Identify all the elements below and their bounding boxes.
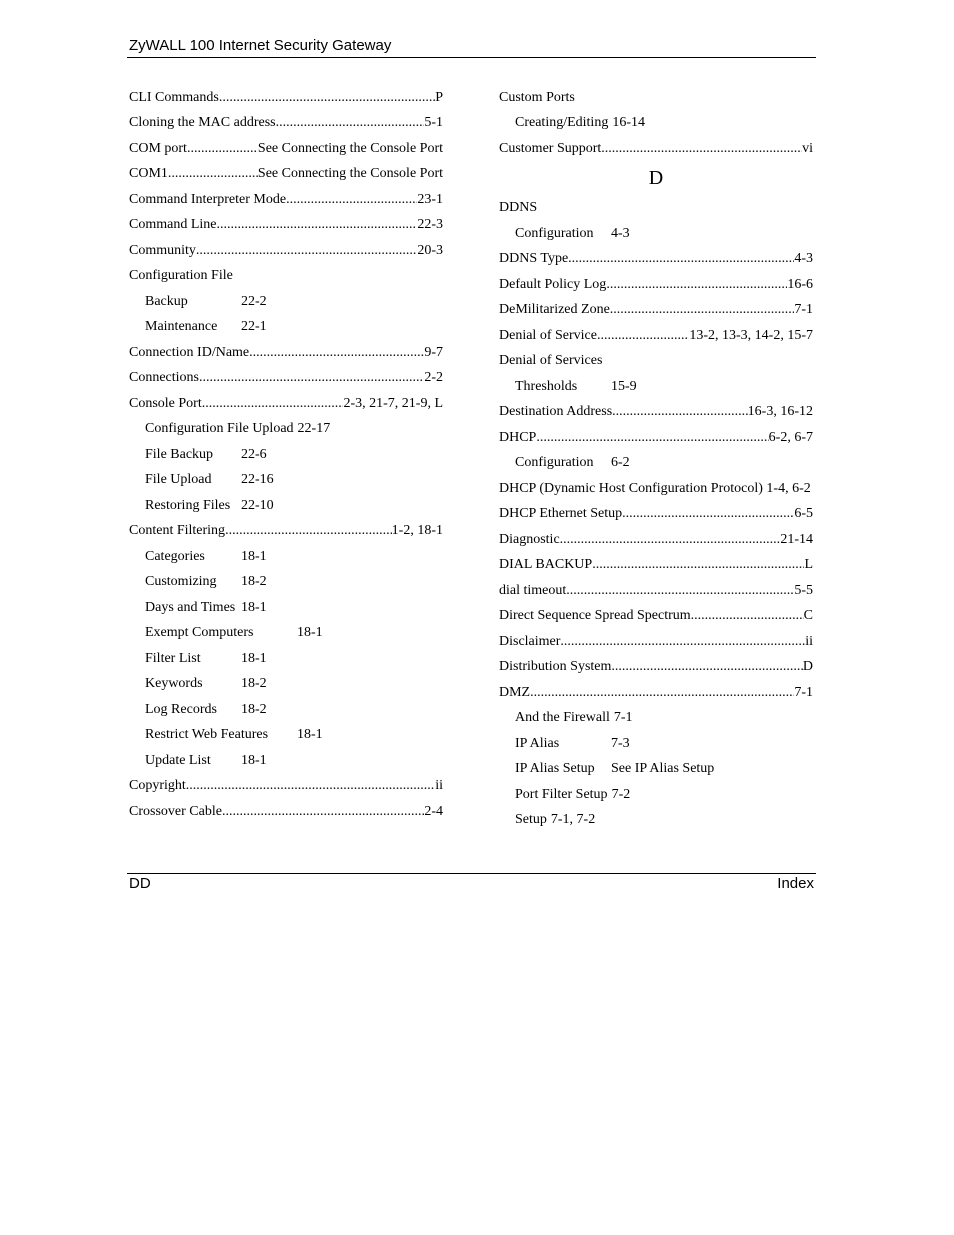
index-entry (499, 400, 813, 426)
index-entry (499, 629, 813, 655)
index-subterm: Exempt Computers (145, 625, 254, 641)
index-subterm: Backup (145, 293, 188, 309)
index-subterm: Customizing (145, 574, 217, 590)
dot-leader (187, 141, 258, 157)
index-page-ref: 21-14 (780, 531, 813, 547)
dot-leader (606, 277, 787, 293)
index-term: Community (129, 242, 196, 258)
index-page-ref: 22-3 (417, 217, 443, 233)
index-term: Connection ID/Name (129, 344, 250, 360)
index-term: DIAL BACKUP (499, 557, 593, 573)
dot-leader (219, 90, 435, 106)
dot-leader (199, 370, 424, 386)
index-page-ref: 5-5 (794, 582, 813, 598)
index-page-ref: 18-2 (241, 574, 267, 590)
index-entry (499, 502, 813, 528)
index-subentry (499, 706, 813, 732)
index-term: Customer Support (499, 140, 602, 156)
header-rule (127, 57, 816, 58)
index-entry (129, 213, 443, 239)
index-subterm: Maintenance (145, 319, 218, 335)
index-entry (499, 578, 813, 604)
index-subterm: File Upload (145, 472, 212, 488)
index-page-ref: 18-1 (241, 548, 267, 564)
dot-leader (168, 166, 258, 182)
dot-leader (530, 685, 794, 701)
index-term: Destination Address (499, 404, 613, 420)
index-page-ref: 16-14 (612, 115, 645, 131)
index-subentry (499, 808, 813, 834)
index-subterm: Setup (515, 812, 547, 828)
index-page-ref: 2-4 (424, 803, 443, 819)
index-page-ref: vi (802, 140, 813, 156)
index-term: COM1 (129, 166, 168, 182)
index-subterm: IP Alias Setup (515, 761, 595, 777)
index-term: Crossover Cable (129, 803, 222, 819)
index-subentry (129, 723, 443, 749)
index-term: DDNS (499, 200, 538, 216)
index-page-ref: 23-1 (417, 191, 443, 207)
dot-leader (601, 141, 802, 157)
index-term: Cloning the MAC address (129, 115, 276, 131)
index-page-ref: 18-2 (241, 676, 267, 692)
index-subterm: Thresholds (515, 378, 578, 394)
index-entry (129, 85, 443, 111)
index-subterm: Log Records (145, 701, 217, 717)
index-entry (499, 323, 813, 349)
index-page-ref: 1-2, 18-1 (391, 523, 443, 539)
index-page-ref: 18-1 (297, 625, 323, 641)
index-subentry (129, 442, 443, 468)
index-term: DeMilitarized Zone (499, 302, 610, 318)
index-subentry (129, 570, 443, 596)
dot-leader (286, 192, 417, 208)
index-subentry (499, 451, 813, 477)
index-entry (129, 391, 443, 417)
index-subterm: Configuration (515, 225, 594, 241)
index-subentry (129, 697, 443, 723)
dot-leader (217, 217, 418, 233)
dot-leader (249, 345, 424, 361)
dot-leader (186, 778, 435, 794)
index-page-ref: 7-1 (794, 684, 813, 700)
index-entry (499, 298, 813, 324)
index-page-ref: 4-3 (611, 225, 630, 241)
index-term: Denial of Services (499, 353, 603, 369)
index-heading (499, 349, 813, 375)
index-subentry (129, 595, 443, 621)
index-term: Default Policy Log (499, 276, 607, 292)
index-term: Command Interpreter Mode (129, 191, 287, 207)
dot-leader (536, 430, 768, 446)
index-subentry (499, 221, 813, 247)
index-page-ref: 18-1 (241, 752, 267, 768)
dot-leader (560, 532, 781, 548)
page-header-title: ZyWALL 100 Internet Security Gateway (129, 37, 392, 54)
index-subentry (129, 672, 443, 698)
dot-leader (560, 634, 805, 650)
index-subterm: Keywords (145, 676, 203, 692)
index-subentry (499, 374, 813, 400)
index-subterm: Days and Times (145, 599, 236, 615)
index-page-ref: 15-9 (611, 378, 637, 394)
dot-leader (597, 328, 689, 344)
footer-rule (127, 873, 816, 874)
index-term: Custom Ports (499, 89, 575, 105)
dot-leader (225, 523, 392, 539)
index-subterm: Restoring Files (145, 497, 231, 513)
index-entry (499, 604, 813, 630)
dot-leader (568, 251, 794, 267)
index-term: Disclaimer (499, 633, 561, 649)
index-page-ref: 18-1 (241, 599, 267, 615)
index-term: Distribution System (499, 659, 612, 675)
index-page-ref: See IP Alias Setup (611, 761, 715, 777)
index-subterm: Update List (145, 752, 211, 768)
index-page-ref: See Connecting the Console Port (257, 140, 443, 156)
index-letter-heading: D (648, 167, 664, 189)
index-subentry (129, 544, 443, 570)
index-entry (499, 272, 813, 298)
footer-page-label: DD (129, 875, 151, 892)
index-entry (499, 655, 813, 681)
index-term: CLI Commands (129, 89, 219, 105)
index-page-ref: 2-3, 21-7, 21-9, L (343, 395, 443, 411)
index-page-ref: 20-3 (417, 242, 443, 258)
dot-leader (202, 396, 344, 412)
index-entry (129, 187, 443, 213)
index-subentry (129, 468, 443, 494)
index-page-ref: 6-2 (611, 455, 630, 471)
index-subterm: Filter List (145, 650, 201, 666)
dot-leader (566, 583, 794, 599)
index-term: Connections (129, 370, 199, 386)
index-entry (499, 680, 813, 706)
index-entry (129, 111, 443, 137)
index-term: Configuration File (129, 268, 233, 284)
index-heading (499, 196, 813, 222)
index-term: Console Port (129, 395, 202, 411)
index-term: DMZ (499, 684, 531, 700)
index-subterm: Configuration File Upload (145, 421, 294, 437)
index-subentry (129, 621, 443, 647)
index-page-ref: 22-16 (241, 472, 274, 488)
index-page-ref: 13-2, 13-3, 14-2, 15-7 (689, 327, 813, 343)
index-term: Diagnostic (499, 531, 560, 547)
index-entry (499, 247, 813, 273)
dot-leader (276, 115, 425, 131)
index-page-ref: 7-1 (613, 710, 633, 726)
index-page-ref: L (804, 557, 813, 573)
index-heading (499, 476, 813, 502)
index-subterm: Port Filter Setup (515, 786, 608, 802)
index-page-ref: 22-10 (241, 497, 274, 513)
index-term: DHCP (Dynamic Host Configuration Protocol) 1-4, 6-2 (499, 480, 811, 496)
index-term: DHCP (499, 429, 537, 445)
index-page-ref: See Connecting the Console Port (257, 166, 443, 182)
index-entry (129, 519, 443, 545)
index-page-ref: 18-2 (241, 701, 267, 717)
index-heading (129, 264, 443, 290)
index-column-left (129, 85, 443, 825)
index-term: COM port (129, 140, 187, 156)
index-page-ref: 22-17 (297, 421, 331, 437)
index-column-right (499, 85, 813, 833)
dot-leader (222, 804, 424, 820)
index-page-ref: 4-3 (794, 251, 813, 267)
index-page-ref: 16-3, 16-12 (747, 404, 813, 420)
index-page-ref: 22-2 (241, 293, 267, 309)
index-entry (129, 774, 443, 800)
index-term: DHCP Ethernet Setup (499, 506, 623, 522)
index-term: dial timeout (499, 582, 567, 598)
index-subentry (129, 493, 443, 519)
dot-leader (622, 506, 794, 522)
index-subterm: Categories (145, 548, 205, 564)
index-entry (129, 340, 443, 366)
index-subentry (129, 417, 443, 443)
index-term: DDNS Type (499, 251, 569, 267)
index-subentry (499, 757, 813, 783)
index-subterm: File Backup (145, 446, 214, 462)
dot-leader (612, 404, 748, 420)
index-page-ref: 7-3 (611, 735, 630, 751)
index-page-ref: 9-7 (424, 344, 443, 360)
footer-section-label: Index (777, 875, 814, 892)
dot-leader (691, 608, 804, 624)
index-subentry (129, 315, 443, 341)
index-entry (499, 553, 813, 579)
index-subterm: Creating/Editing (515, 115, 609, 131)
index-page-ref: 6-2, 6-7 (768, 429, 813, 445)
index-entry (129, 366, 443, 392)
index-entry (129, 799, 443, 825)
index-entry (499, 425, 813, 451)
index-term: Command Line (129, 217, 217, 233)
index-entry (499, 136, 813, 162)
index-page-ref: 5-1 (424, 115, 443, 131)
index-subterm: And the Firewall (515, 710, 610, 726)
index-entry (499, 527, 813, 553)
index-page-ref: ii (805, 633, 813, 649)
index-subentry (499, 782, 813, 808)
index-subentry (129, 748, 443, 774)
dot-leader (592, 557, 804, 573)
index-page-ref: D (802, 659, 813, 675)
index-page-ref: C (803, 608, 813, 624)
index-subentry (499, 731, 813, 757)
index-subentry (129, 289, 443, 315)
index-term: Content Filtering (129, 523, 226, 539)
index-term: Denial of Service (499, 327, 597, 343)
index-page-ref: 2-2 (424, 370, 443, 386)
index-page-ref: 7-2 (611, 786, 631, 802)
index-entry (129, 162, 443, 188)
index-page-ref: 6-5 (794, 506, 813, 522)
index-subentry (499, 111, 813, 137)
index-page-ref: 16-6 (787, 276, 813, 292)
dot-leader (611, 659, 802, 675)
index-term: Copyright (129, 778, 186, 794)
dot-leader (610, 302, 795, 318)
index-heading (499, 85, 813, 111)
index-entry (129, 238, 443, 264)
index-page-ref: 18-1 (297, 727, 323, 743)
index-entry (129, 136, 443, 162)
dot-leader (196, 243, 417, 259)
index-page-ref: 22-1 (241, 319, 267, 335)
index-subterm: Configuration (515, 455, 594, 471)
index-subterm: Restrict Web Features (145, 727, 269, 743)
index-page-ref: ii (435, 778, 443, 794)
index-term: Direct Sequence Spread Spectrum (499, 608, 691, 624)
index-page-ref: 22-6 (241, 446, 267, 462)
index-page-ref: 7-1 (794, 302, 813, 318)
index-page-ref: 18-1 (241, 650, 267, 666)
index-subentry (129, 646, 443, 672)
index-page-ref: 7-1, 7-2 (550, 812, 596, 828)
index-subterm: IP Alias (515, 735, 560, 751)
index-page-ref: P (435, 89, 443, 105)
